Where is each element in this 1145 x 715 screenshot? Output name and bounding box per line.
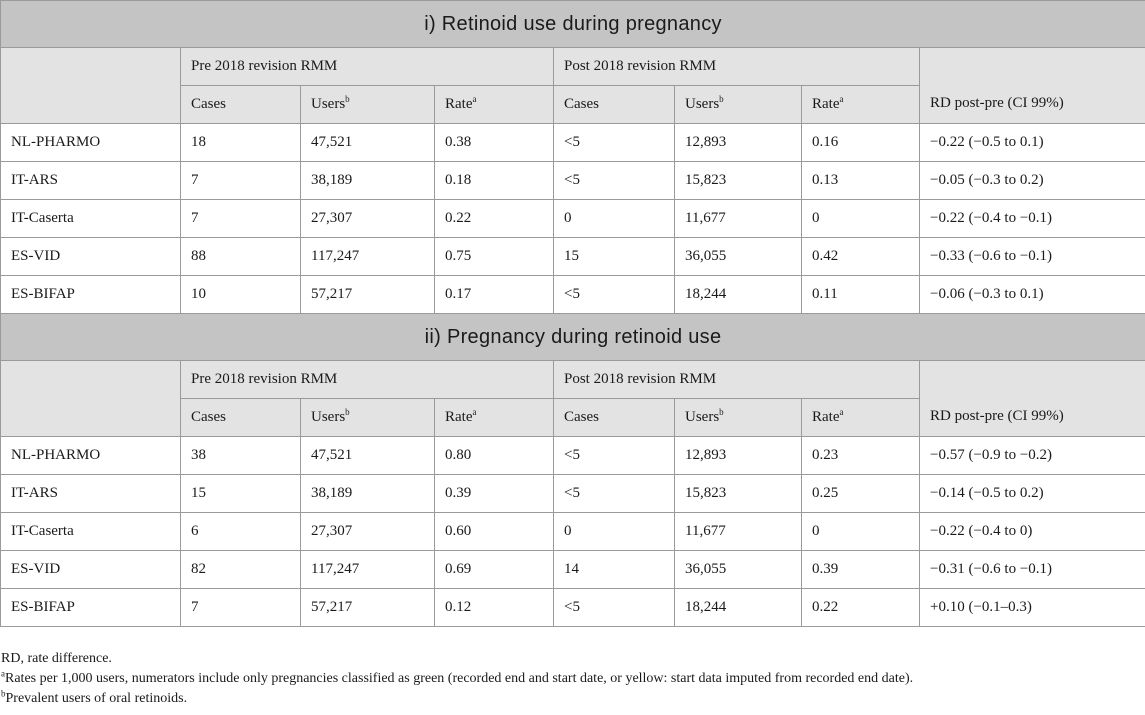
- cell-post-cases-text: <5: [564, 286, 580, 302]
- cell-post-rate-text: 0.23: [812, 447, 839, 463]
- cell-rd-text: −0.22 (−0.5 to 0.1): [930, 134, 1044, 150]
- column-header-rd: [920, 361, 1145, 437]
- cell-pre-cases: [181, 200, 301, 238]
- cell-post-cases: [554, 589, 675, 627]
- footnote-b: [1, 689, 1145, 709]
- cell-post-cases: [554, 276, 675, 314]
- cell-pre-cases: [181, 238, 301, 276]
- column-header-users: [675, 86, 802, 124]
- footnote-a: [1, 669, 1145, 689]
- cell-post-cases-text: <5: [564, 134, 580, 150]
- cell-site-text: ES-VID: [11, 561, 61, 577]
- footnote-rd: RD, rate difference.: [1, 651, 112, 666]
- cell-rd: [920, 437, 1145, 475]
- cell-site: [1, 589, 181, 627]
- cell-rd-text: −0.05 (−0.3 to 0.2): [930, 172, 1044, 188]
- column-header-users-text: Users: [311, 409, 346, 425]
- cell-rd: [920, 200, 1145, 238]
- header-empty-cell: [1, 361, 181, 437]
- cell-rd: [920, 124, 1145, 162]
- cell-pre-users-text: 38,189: [311, 485, 353, 501]
- cell-post-cases: [554, 124, 675, 162]
- cell-pre-users: [301, 475, 435, 513]
- cell-post-cases-text: <5: [564, 172, 580, 188]
- cell-post-cases: [554, 551, 675, 589]
- cell-post-rate: [802, 475, 920, 513]
- column-header-rd: [920, 48, 1145, 124]
- cell-post-users-text: 11,677: [685, 210, 726, 226]
- table-row: [1, 513, 1145, 551]
- cell-post-cases: [554, 200, 675, 238]
- cell-site: [1, 551, 181, 589]
- column-header-cases-text: Cases: [564, 409, 599, 425]
- footnote-b-mark: b: [1, 688, 6, 699]
- column-header-rd-text: RD post-pre (CI 99%): [930, 95, 1064, 111]
- column-header-users: [675, 399, 802, 437]
- cell-pre-cases-text: 82: [191, 561, 206, 577]
- cell-site: [1, 200, 181, 238]
- cell-pre-cases-text: 7: [191, 599, 199, 615]
- cell-site: [1, 276, 181, 314]
- cell-pre-users-text: 57,217: [311, 286, 353, 302]
- cell-post-rate-text: 0: [812, 210, 820, 226]
- column-header-cases: [181, 86, 301, 124]
- footnotes: [0, 649, 1145, 709]
- cell-post-rate: [802, 162, 920, 200]
- column-header-cases: [554, 86, 675, 124]
- cell-pre-rate-text: 0.60: [445, 523, 472, 539]
- table-row: [1, 475, 1145, 513]
- cell-rd-text: +0.10 (−0.1–0.3): [930, 599, 1032, 615]
- cell-pre-rate: [435, 551, 554, 589]
- column-header-rate: [435, 86, 554, 124]
- cell-pre-rate-text: 0.80: [445, 447, 472, 463]
- group-header-post-text: Post 2018 revision RMM: [564, 371, 717, 387]
- column-header-cases-text: Cases: [191, 96, 226, 112]
- column-header-rate: [802, 86, 920, 124]
- cell-post-cases-text: <5: [564, 599, 580, 615]
- cell-post-users: [675, 124, 802, 162]
- cell-post-users: [675, 238, 802, 276]
- section-title: [1, 314, 1145, 361]
- cell-site: [1, 162, 181, 200]
- group-header-row: [1, 361, 1145, 399]
- cell-site-text: ES-VID: [11, 248, 61, 264]
- cell-post-users-text: 18,244: [685, 599, 727, 615]
- column-header-cases: [181, 399, 301, 437]
- cell-post-rate: [802, 276, 920, 314]
- column-header-rate: [435, 399, 554, 437]
- column-header-rate: [802, 399, 920, 437]
- cell-pre-rate-text: 0.39: [445, 485, 472, 501]
- cell-post-cases-text: <5: [564, 447, 580, 463]
- cell-post-users: [675, 589, 802, 627]
- cell-post-users: [675, 475, 802, 513]
- cell-pre-rate-text: 0.69: [445, 561, 472, 577]
- column-header-rate-superscript: a: [472, 94, 477, 104]
- cell-site-text: IT-Caserta: [11, 523, 74, 539]
- cell-post-users: [675, 276, 802, 314]
- cell-pre-users: [301, 589, 435, 627]
- cell-pre-rate: [435, 238, 554, 276]
- cell-post-users: [675, 551, 802, 589]
- cell-pre-rate-text: 0.12: [445, 599, 472, 615]
- cell-pre-cases: [181, 162, 301, 200]
- cell-pre-users-text: 38,189: [311, 172, 353, 188]
- column-header-users-superscript: b: [719, 407, 724, 417]
- cell-pre-rate: [435, 200, 554, 238]
- cell-site: [1, 513, 181, 551]
- cell-site-text: NL-PHARMO: [11, 134, 101, 150]
- cell-pre-cases-text: 88: [191, 248, 206, 264]
- footnote-b-text: Prevalent users of oral retinoids.: [5, 691, 188, 706]
- cell-rd: [920, 162, 1145, 200]
- section-title-row: [1, 1, 1145, 48]
- cell-pre-users-text: 47,521: [311, 447, 353, 463]
- cell-pre-cases-text: 18: [191, 134, 206, 150]
- cell-post-rate: [802, 589, 920, 627]
- cell-rd-text: −0.14 (−0.5 to 0.2): [930, 485, 1044, 501]
- cell-pre-rate: [435, 276, 554, 314]
- cell-post-cases: [554, 437, 675, 475]
- cell-pre-cases-text: 6: [191, 523, 199, 539]
- column-header-cases-text: Cases: [191, 409, 226, 425]
- table-row: [1, 276, 1145, 314]
- cell-post-users-text: 15,823: [685, 172, 727, 188]
- column-header-users-superscript: b: [345, 407, 350, 417]
- cell-post-users: [675, 200, 802, 238]
- cell-rd: [920, 276, 1145, 314]
- cell-rd-text: −0.31 (−0.6 to −0.1): [930, 561, 1053, 577]
- column-header-rate-text: Rate: [812, 96, 840, 112]
- cell-post-users-text: 15,823: [685, 485, 727, 501]
- section-title-row: [1, 314, 1145, 361]
- cell-site-text: ES-BIFAP: [11, 599, 75, 615]
- cell-post-rate-text: 0: [812, 523, 820, 539]
- cell-pre-users-text: 117,247: [311, 248, 360, 264]
- footnote-a-mark: a: [1, 668, 5, 679]
- cell-pre-users: [301, 551, 435, 589]
- cell-post-cases: [554, 475, 675, 513]
- cell-post-rate-text: 0.11: [812, 286, 838, 302]
- cell-pre-rate-text: 0.38: [445, 134, 472, 150]
- cell-pre-cases-text: 15: [191, 485, 206, 501]
- table-row: [1, 437, 1145, 475]
- cell-pre-cases: [181, 589, 301, 627]
- cell-post-rate-text: 0.16: [812, 134, 839, 150]
- column-header-rate-text: Rate: [445, 409, 473, 425]
- cell-post-users-text: 12,893: [685, 447, 727, 463]
- cell-rd: [920, 551, 1145, 589]
- cell-pre-users: [301, 162, 435, 200]
- column-header-cases-text: Cases: [564, 96, 599, 112]
- cell-site: [1, 124, 181, 162]
- cell-site-text: IT-ARS: [11, 172, 58, 188]
- group-header-post-text: Post 2018 revision RMM: [564, 58, 717, 74]
- table-row: [1, 162, 1145, 200]
- column-header-users-superscript: b: [719, 94, 724, 104]
- cell-post-cases: [554, 162, 675, 200]
- column-header-cases: [554, 399, 675, 437]
- cell-post-cases-text: 0: [564, 523, 572, 539]
- cell-pre-users-text: 47,521: [311, 134, 353, 150]
- cell-pre-cases-text: 38: [191, 447, 206, 463]
- cell-post-cases-text: 14: [564, 561, 579, 577]
- column-header-users-text: Users: [685, 96, 720, 112]
- cell-post-rate-text: 0.25: [812, 485, 839, 501]
- cell-pre-cases-text: 7: [191, 210, 199, 226]
- cell-pre-rate-text: 0.22: [445, 210, 472, 226]
- section-title-text: i) Retinoid use during pregnancy: [424, 12, 722, 35]
- cell-pre-rate-text: 0.75: [445, 248, 472, 264]
- cell-post-rate: [802, 200, 920, 238]
- cell-pre-users-text: 27,307: [311, 523, 353, 539]
- cell-rd: [920, 513, 1145, 551]
- cell-pre-users: [301, 200, 435, 238]
- cell-pre-cases: [181, 551, 301, 589]
- cell-rd: [920, 475, 1145, 513]
- cell-pre-cases: [181, 276, 301, 314]
- cell-post-cases-text: <5: [564, 485, 580, 501]
- column-header-rate-superscript: a: [839, 94, 844, 104]
- cell-post-users-text: 12,893: [685, 134, 727, 150]
- group-header-row: [1, 48, 1145, 86]
- cell-pre-users: [301, 513, 435, 551]
- cell-rd-text: −0.57 (−0.9 to −0.2): [930, 447, 1053, 463]
- cell-post-cases: [554, 238, 675, 276]
- cell-pre-rate-text: 0.17: [445, 286, 472, 302]
- column-header-users: [301, 86, 435, 124]
- cell-rd-text: −0.06 (−0.3 to 0.1): [930, 286, 1044, 302]
- cell-pre-users-text: 57,217: [311, 599, 353, 615]
- cell-post-rate: [802, 124, 920, 162]
- cell-pre-cases-text: 10: [191, 286, 206, 302]
- column-header-rate-text: Rate: [812, 409, 840, 425]
- table-row: [1, 238, 1145, 276]
- cell-pre-users: [301, 238, 435, 276]
- cell-pre-rate: [435, 162, 554, 200]
- group-header-pre: [181, 48, 554, 86]
- cell-pre-users: [301, 276, 435, 314]
- column-header-users: [301, 399, 435, 437]
- cell-pre-users: [301, 437, 435, 475]
- cell-post-users: [675, 513, 802, 551]
- cell-post-users: [675, 162, 802, 200]
- cell-pre-rate: [435, 589, 554, 627]
- table-row: [1, 589, 1145, 627]
- cell-post-rate: [802, 238, 920, 276]
- footnote-a-text: Rates per 1,000 users, numerators include only pregnancies classified as green (recorded end and start date, or yellow: start data imputed from recorded end date).: [5, 671, 914, 686]
- cell-pre-rate: [435, 124, 554, 162]
- table-row: [1, 551, 1145, 589]
- group-header-pre-text: Pre 2018 revision RMM: [191, 58, 338, 74]
- table-row: [1, 200, 1145, 238]
- cell-post-rate-text: 0.13: [812, 172, 839, 188]
- header-empty-cell: [1, 48, 181, 124]
- cell-pre-cases: [181, 513, 301, 551]
- cell-pre-rate: [435, 437, 554, 475]
- cell-post-rate: [802, 437, 920, 475]
- cell-post-cases: [554, 513, 675, 551]
- cell-rd: [920, 589, 1145, 627]
- column-header-users-superscript: b: [345, 94, 350, 104]
- cell-post-users-text: 11,677: [685, 523, 726, 539]
- table-row: [1, 124, 1145, 162]
- cell-post-cases-text: 15: [564, 248, 579, 264]
- group-header-pre: [181, 361, 554, 399]
- cell-pre-cases: [181, 124, 301, 162]
- cell-site-text: IT-ARS: [11, 485, 58, 501]
- cell-post-rate: [802, 513, 920, 551]
- cell-post-users-text: 18,244: [685, 286, 727, 302]
- group-header-pre-text: Pre 2018 revision RMM: [191, 371, 338, 387]
- column-header-rate-superscript: a: [839, 407, 844, 417]
- cell-pre-rate: [435, 513, 554, 551]
- cell-rd-text: −0.22 (−0.4 to −0.1): [930, 210, 1053, 226]
- cell-post-users-text: 36,055: [685, 561, 727, 577]
- cell-pre-users-text: 27,307: [311, 210, 353, 226]
- cell-site: [1, 437, 181, 475]
- cell-post-cases-text: 0: [564, 210, 572, 226]
- cell-site-text: IT-Caserta: [11, 210, 74, 226]
- cell-rd-text: −0.22 (−0.4 to 0): [930, 523, 1033, 539]
- cell-rd-text: −0.33 (−0.6 to −0.1): [930, 248, 1053, 264]
- group-header-post: [554, 48, 920, 86]
- cell-site: [1, 238, 181, 276]
- cell-site: [1, 475, 181, 513]
- column-header-rate-text: Rate: [445, 96, 473, 112]
- cell-post-rate-text: 0.39: [812, 561, 839, 577]
- column-header-users-text: Users: [311, 96, 346, 112]
- group-header-post: [554, 361, 920, 399]
- table-body: [1, 1, 1145, 627]
- column-header-rate-superscript: a: [472, 407, 477, 417]
- cell-pre-cases-text: 7: [191, 172, 199, 188]
- cell-rd: [920, 238, 1145, 276]
- cell-post-users: [675, 437, 802, 475]
- cell-post-rate-text: 0.42: [812, 248, 839, 264]
- cell-post-rate: [802, 551, 920, 589]
- cell-pre-cases: [181, 437, 301, 475]
- cell-pre-users: [301, 124, 435, 162]
- column-header-rd-text: RD post-pre (CI 99%): [930, 408, 1064, 424]
- cell-post-users-text: 36,055: [685, 248, 727, 264]
- cell-pre-users-text: 117,247: [311, 561, 360, 577]
- cell-pre-cases: [181, 475, 301, 513]
- section-title-text: ii) Pregnancy during retinoid use: [424, 325, 722, 348]
- cell-pre-rate-text: 0.18: [445, 172, 472, 188]
- cell-post-rate-text: 0.22: [812, 599, 839, 615]
- cell-site-text: ES-BIFAP: [11, 286, 75, 302]
- column-header-users-text: Users: [685, 409, 720, 425]
- cell-pre-rate: [435, 475, 554, 513]
- section-title: [1, 1, 1145, 48]
- cell-site-text: NL-PHARMO: [11, 447, 101, 463]
